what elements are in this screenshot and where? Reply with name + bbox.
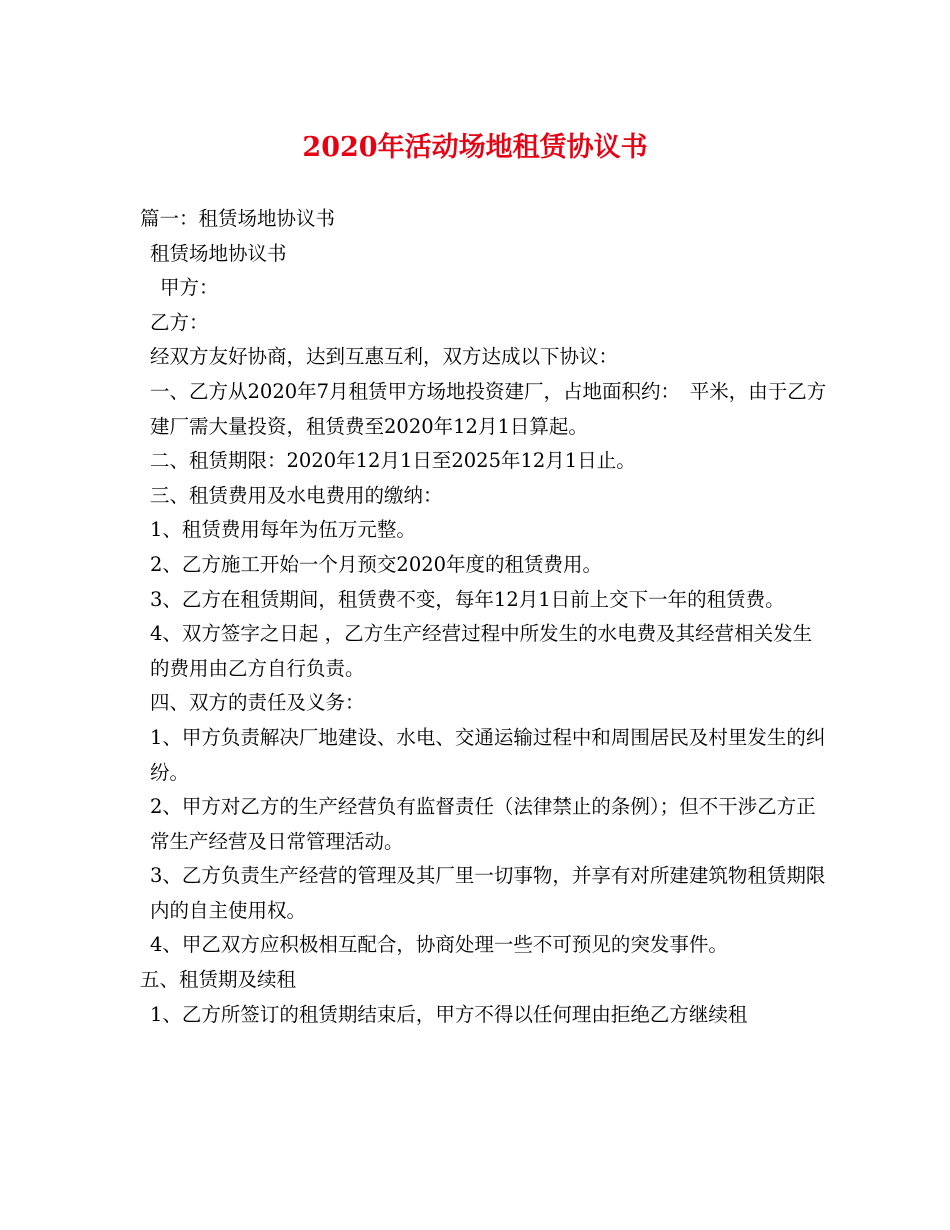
paragraph: 1、乙方所签订的租赁期结束后，甲方不得以任何理由拒绝乙方继续租 bbox=[150, 1002, 748, 1026]
paragraph: 3、乙方在租赁期间，租赁费不变，每年12月1日前上交下一年的租赁费。 bbox=[150, 587, 785, 611]
paragraph: 一、乙方从2020年7月租赁甲方场地投资建厂，占地面积约： 平米，由于乙方建厂需大量投资，租赁费至2020年12月1日算起。 bbox=[150, 379, 827, 438]
document-body bbox=[140, 202, 830, 1032]
paragraph: 4、双方签字之日起 ，乙方生产经营过程中所发生的水电费及其经营相关发生的费用由乙方自行负责。 bbox=[150, 622, 813, 680]
paragraph: 甲方： bbox=[160, 276, 219, 300]
paragraph: 2、甲方对乙方的生产经营负有监督责任（法律禁止的条例）；但不干涉乙方正常生产经营及日常管理活动。 bbox=[150, 795, 816, 853]
document-title: 2020年活动场地租赁协议书 bbox=[302, 132, 648, 163]
paragraph: 四、双方的责任及义务： bbox=[150, 691, 365, 715]
paragraph: 乙方： bbox=[150, 310, 209, 334]
paragraph: 2、乙方施工开始一个月预交2020年度的租赁费用。 bbox=[150, 552, 603, 576]
paragraph: 3、乙方负责生产经营的管理及其厂里一切事物，并享有对所建建筑物租赁期限内的自主使用权。 bbox=[150, 864, 826, 922]
paragraph: 五、租赁期及续租 bbox=[140, 968, 297, 992]
paragraph: 4、甲乙双方应积极相互配合，协商处理一些不可预见的突发事件。 bbox=[150, 933, 728, 957]
paragraph: 1、甲方负责解决厂地建设、水电、交通运输过程中和周围居民及村里发生的纠纷。 bbox=[150, 725, 826, 784]
paragraph: 三、租赁费用及水电费用的缴纳： bbox=[150, 483, 443, 507]
paragraph: 二、租赁期限：2020年12月1日至2025年12月1日止。 bbox=[150, 449, 636, 473]
paragraph: 1、租赁费用每年为伍万元整。 bbox=[150, 518, 416, 542]
paragraph: 经双方友好协商，达到互惠互利，双方达成以下协议： bbox=[150, 345, 619, 369]
paragraph: 租赁场地协议书 bbox=[150, 241, 287, 265]
paragraph: 篇一：租赁场地协议书 bbox=[140, 207, 336, 230]
